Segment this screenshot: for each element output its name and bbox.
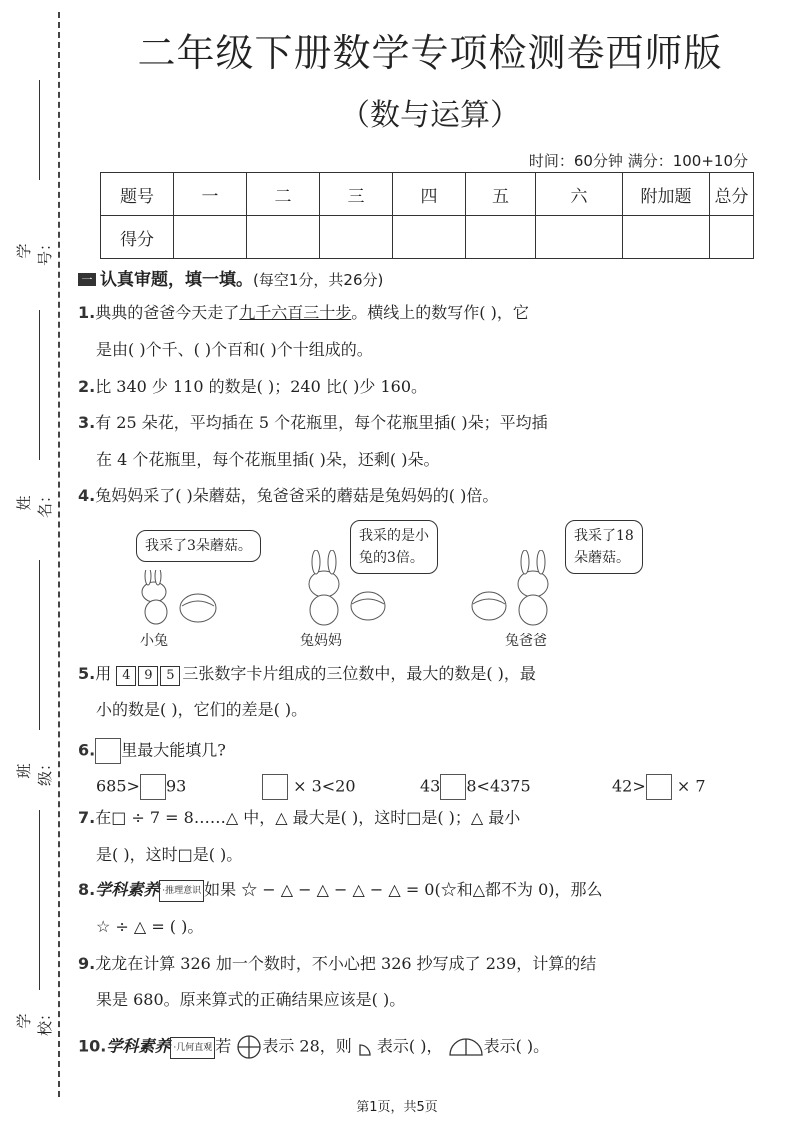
question-9-line-2: 果是 680。原来算式的正确结果应该是( )。 bbox=[96, 990, 406, 1009]
id-line bbox=[39, 80, 40, 180]
digit-card: 5 bbox=[160, 666, 180, 686]
header-cell: 总分 bbox=[710, 173, 754, 216]
student-id-label: 学号： bbox=[15, 236, 54, 267]
question-text: 里最大能填几? bbox=[121, 740, 226, 760]
question-text: 比 340 少 110 的数是( )；240 比( )少 160。 bbox=[95, 377, 428, 396]
class-label: 班级： bbox=[15, 756, 54, 787]
question-number: 6. bbox=[78, 740, 96, 760]
score-cell[interactable] bbox=[466, 216, 536, 259]
expression-text: × 3<20 bbox=[293, 776, 356, 796]
question-text: 龙龙在计算 326 加一个数时，不小心把 326 抄写成了 239，计算的结 bbox=[95, 954, 597, 973]
question-text: 。横线上的数写作( )，它 bbox=[351, 303, 529, 322]
answer-box[interactable] bbox=[646, 774, 672, 800]
section-one-heading bbox=[78, 265, 383, 290]
question-number: 3. bbox=[78, 413, 96, 432]
school-label: 学校： bbox=[15, 1006, 54, 1037]
question-text: 典典的爸爸今天走了 bbox=[95, 303, 240, 322]
section-title: 认真审题，填一填。 bbox=[100, 270, 253, 290]
score-cell[interactable] bbox=[174, 216, 247, 259]
question-3-line-1 bbox=[78, 413, 548, 433]
score-cell[interactable] bbox=[536, 216, 623, 259]
underlined-number-words: 九千六百三十步 bbox=[239, 303, 352, 322]
reasoning-tag: ·推理意识 bbox=[159, 880, 204, 902]
caption-father-rabbit: 兔爸爸 bbox=[505, 633, 547, 649]
question-7-line-1 bbox=[78, 808, 520, 828]
blank-box bbox=[95, 738, 121, 764]
bubble-line: 兔的3倍。 bbox=[359, 550, 424, 566]
question-text: 三张数字卡片组成的三位数中，最大的数是( )，最 bbox=[182, 664, 536, 683]
score-row-label: 得分 bbox=[101, 216, 174, 259]
school-line bbox=[39, 810, 40, 990]
quarter-circle-icon bbox=[357, 1037, 377, 1057]
question-4 bbox=[78, 486, 498, 506]
q6-expression-3 bbox=[420, 774, 531, 800]
question-number: 8. bbox=[78, 880, 96, 899]
question-6 bbox=[78, 738, 226, 764]
question-number: 1. bbox=[78, 303, 96, 322]
question-text: 用 bbox=[95, 664, 112, 683]
question-text: 有 25 朵花，平均插在 5 个花瓶里，每个花瓶里插( )朵；平均插 bbox=[95, 413, 548, 432]
question-2 bbox=[78, 377, 427, 397]
question-number: 4. bbox=[78, 486, 96, 505]
question-8-line-2: ☆ ÷ △ = ( )。 bbox=[96, 917, 204, 936]
expression-text: 42> bbox=[612, 776, 646, 796]
digit-card: 4 bbox=[116, 666, 136, 686]
time-score-info: 时间：60分钟 满分：100+10分 bbox=[528, 152, 748, 170]
score-table-score-row bbox=[101, 216, 754, 259]
header-cell: 一 bbox=[174, 173, 247, 216]
question-number: 2. bbox=[78, 377, 96, 396]
section-note: (每空1分，共26分) bbox=[253, 271, 384, 289]
question-1-line-1 bbox=[78, 303, 529, 323]
name-line bbox=[39, 310, 40, 460]
score-cell[interactable] bbox=[393, 216, 466, 259]
speech-bubble-father-rabbit bbox=[565, 520, 643, 574]
expression-text: 685> bbox=[96, 776, 140, 796]
bubble-line: 我采了18 bbox=[574, 528, 634, 544]
caption-mother-rabbit: 兔妈妈 bbox=[300, 633, 342, 649]
question-5-line-1 bbox=[78, 664, 536, 686]
bubble-line: 朵蘑菇。 bbox=[574, 550, 630, 566]
question-7-line-2: 是( )，这时□是( )。 bbox=[96, 845, 243, 864]
header-cell: 六 bbox=[536, 173, 623, 216]
question-3-line-2: 在 4 个花瓶里，每个花瓶里插( )朵，还剩( )朵。 bbox=[96, 450, 440, 469]
caption-little-rabbit: 小兔 bbox=[140, 633, 168, 649]
expression-text: × 7 bbox=[676, 776, 706, 796]
answer-box[interactable] bbox=[140, 774, 166, 800]
score-table bbox=[100, 172, 754, 259]
half-circle-icon bbox=[448, 1037, 484, 1057]
header-cell: 附加题 bbox=[623, 173, 710, 216]
expression-text: 8<4375 bbox=[466, 776, 531, 796]
q6-expression-4 bbox=[612, 774, 706, 800]
answer-box[interactable] bbox=[440, 774, 466, 800]
header-cell: 三 bbox=[320, 173, 393, 216]
mother-rabbit-illustration bbox=[290, 550, 390, 630]
name-label: 姓名： bbox=[15, 488, 54, 519]
quartered-circle-icon bbox=[236, 1034, 262, 1060]
little-rabbit-illustration bbox=[130, 570, 220, 630]
page-footer: 第1页，共5页 bbox=[356, 1100, 438, 1115]
binding-strip bbox=[0, 0, 70, 1123]
header-cell: 题号 bbox=[101, 173, 174, 216]
question-text: 表示( )， bbox=[376, 1036, 443, 1056]
question-text: 表示( )。 bbox=[483, 1036, 550, 1056]
header-cell: 四 bbox=[393, 173, 466, 216]
expression-text: 43 bbox=[420, 776, 441, 796]
question-number: 7. bbox=[78, 808, 96, 827]
core-literacy-badge: 学科素养 bbox=[106, 1036, 171, 1056]
cut-line bbox=[58, 12, 60, 1097]
question-8-line-1 bbox=[78, 880, 603, 902]
question-text: 表示 28，则 bbox=[262, 1036, 352, 1056]
page-title: 二年级下册数学专项检测卷西师版 bbox=[137, 31, 723, 75]
question-text: 在□ ÷ 7 = 8……△ 中，△ 最大是( )，这时□是( )；△ 最小 bbox=[95, 808, 521, 827]
page-subtitle: （数与运算） bbox=[340, 98, 520, 133]
section-number: 一 bbox=[78, 273, 96, 286]
header-cell: 二 bbox=[247, 173, 320, 216]
score-cell[interactable] bbox=[320, 216, 393, 259]
bubble-line: 我采的是小 bbox=[359, 528, 429, 544]
q6-expression-1 bbox=[96, 774, 186, 800]
question-10 bbox=[78, 1034, 549, 1060]
question-text: 如果 ☆ − △ − △ − △ − △ = 0(☆和△都不为 0)，那么 bbox=[204, 880, 603, 899]
header-cell: 五 bbox=[466, 173, 536, 216]
score-cell[interactable] bbox=[623, 216, 710, 259]
question-9-line-1 bbox=[78, 954, 596, 974]
speech-bubble-little-rabbit: 我采了3朵蘑菇。 bbox=[136, 530, 261, 562]
score-cell[interactable] bbox=[710, 216, 754, 259]
geometry-tag: ·几何直观 bbox=[170, 1037, 215, 1059]
question-number: 9. bbox=[78, 954, 96, 973]
core-literacy-badge: 学科素养 bbox=[95, 880, 160, 899]
score-table-header-row bbox=[101, 173, 754, 216]
question-number: 10. bbox=[78, 1036, 107, 1056]
question-text: 若 bbox=[215, 1036, 232, 1056]
father-rabbit-illustration bbox=[465, 550, 565, 630]
class-line bbox=[39, 560, 40, 730]
q6-expression-2 bbox=[262, 774, 356, 800]
question-1-line-2: 是由( )个千、( )个百和( )个十组成的。 bbox=[96, 340, 373, 359]
question-number: 5. bbox=[78, 664, 96, 683]
question-5-line-2: 小的数是( )，它们的差是( )。 bbox=[96, 700, 308, 719]
question-text: 兔妈妈采了( )朵蘑菇，兔爸爸采的蘑菇是兔妈妈的( )倍。 bbox=[95, 486, 499, 505]
score-cell[interactable] bbox=[247, 216, 320, 259]
digit-card: 9 bbox=[138, 666, 158, 686]
answer-box[interactable] bbox=[262, 774, 288, 800]
expression-text: 93 bbox=[165, 776, 187, 796]
